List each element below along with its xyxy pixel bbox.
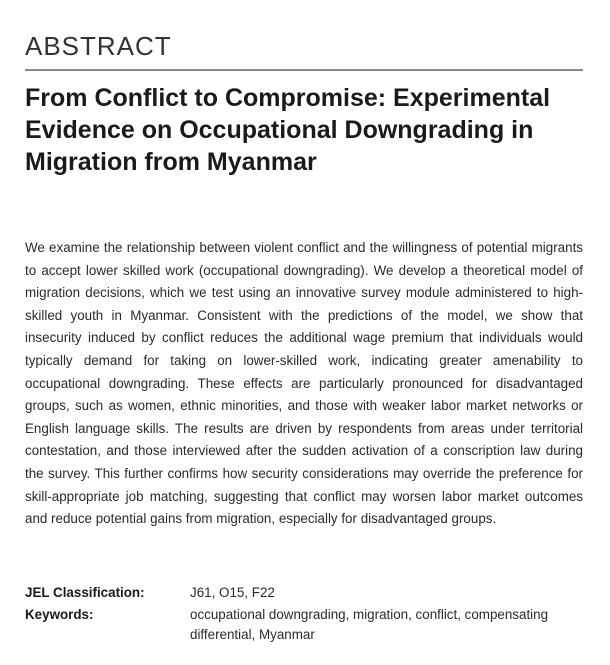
jel-value: J61, O15, F22 bbox=[190, 585, 275, 600]
jel-label: JEL Classification: bbox=[25, 585, 145, 600]
section-heading: ABSTRACT bbox=[25, 31, 172, 61]
paper-title: From Conflict to Compromise: Experimental Evidence on Occupational Downgrading in Migration from Myanmar bbox=[25, 84, 551, 176]
abstract-text: We examine the relationship between violent conflict and the willingness of potential migrants to accept lower skilled work (occupational downgrading). We develop a theoretical model of migration decisions, which we test using an innovative survey module administered to high-skilled youth in Myanmar. Consistent with the predictions of the model, we show that insecurity induced by conflict reduces the additional wage premium that individuals would typically demand for taking on lower-skilled work, indicating greater amenability to occupational downgrading. These effects are particularly pronounced for disadvantaged groups, such as women, ethnic minorities, and those with weaker labor market networks or English language skills. The results are driven by respondents from areas under territorial contestation, and those interviewed after the sudden activation of a conscription law during the survey. This further confirms how security considerations may override the preference for skill-appropriate job matching, suggesting that conflict may worsen labor market outcomes and reduce potential gains from migration, especially for disadvantaged groups. bbox=[25, 240, 583, 527]
keywords-value: occupational downgrading, migration, conflict, compensating differential, Myanmar bbox=[190, 607, 549, 642]
heading-divider bbox=[25, 69, 583, 71]
keywords-label: Keywords: bbox=[25, 607, 94, 622]
